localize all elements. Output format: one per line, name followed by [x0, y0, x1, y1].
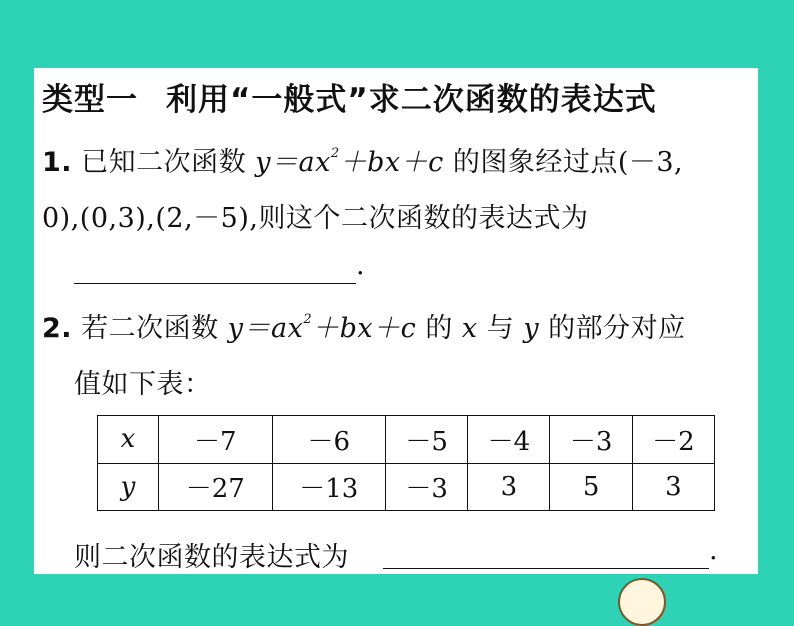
- q2-text-pre: 若二次函数: [81, 313, 228, 344]
- q2-formula-part-a: y＝ax: [227, 313, 304, 344]
- q2-text-and: 与: [477, 313, 524, 344]
- section-header: [42, 74, 657, 119]
- q2-var-y: y: [523, 313, 540, 344]
- q2-answer-blank[interactable]: [383, 568, 709, 569]
- q1-end-period: .: [356, 250, 365, 281]
- table-cell: －7: [159, 416, 273, 464]
- q2-line2: 值如下表：: [74, 369, 212, 400]
- value-table: [97, 415, 715, 511]
- q1-text-pre: 已知二次函数: [81, 147, 256, 178]
- q2-text-mid: 的: [416, 313, 462, 344]
- q2-end-period: .: [709, 535, 718, 566]
- q1-line2: 0),(0,3),(2,－5),则这个二次函数的表达式为: [42, 203, 589, 234]
- row-label-x: x: [98, 416, 159, 464]
- q2-line1: [42, 306, 686, 345]
- table-cell: 5: [550, 463, 632, 511]
- table-cell: －27: [159, 463, 273, 511]
- table-cell: －6: [272, 416, 386, 464]
- q2-answer-prompt: 则二次函数的表达式为: [74, 542, 349, 573]
- table-cell: －3: [386, 463, 468, 511]
- q1-formula-part-a: y＝ax: [255, 147, 331, 178]
- q2-text-post: 的部分对应: [539, 313, 686, 344]
- section-title: 利用“一般式”求二次函数的表达式: [166, 82, 657, 118]
- q1-answer-blank[interactable]: [74, 283, 356, 284]
- table-cell: －4: [468, 416, 550, 464]
- q2-number: 2.: [42, 313, 73, 344]
- table-cell: －3: [550, 416, 632, 464]
- q2-var-x: x: [461, 313, 478, 344]
- q1-formula: [255, 147, 444, 178]
- table-cell: 3: [632, 463, 714, 511]
- table-row-y: [98, 463, 715, 511]
- q1-formula-exponent: 2: [330, 146, 340, 161]
- q1-number: 1.: [42, 147, 73, 178]
- q2-formula: [228, 313, 417, 344]
- section-type-label: 类型一: [42, 82, 138, 118]
- table-cell: －5: [386, 416, 468, 464]
- q1-text-post: 的图象经过点(－3,: [443, 147, 684, 178]
- table-cell: －2: [632, 416, 714, 464]
- table-cell: 3: [468, 463, 550, 511]
- q2-formula-part-b: ＋bx＋c: [312, 313, 417, 344]
- q1-line1: [42, 140, 683, 179]
- row-label-y: y: [98, 463, 159, 511]
- table-row-x: [98, 416, 715, 464]
- q1-formula-part-b: ＋bx＋c: [339, 147, 444, 178]
- q2-formula-exponent: 2: [303, 312, 313, 327]
- table-cell: －13: [272, 463, 386, 511]
- mascot-decoration: [618, 578, 666, 626]
